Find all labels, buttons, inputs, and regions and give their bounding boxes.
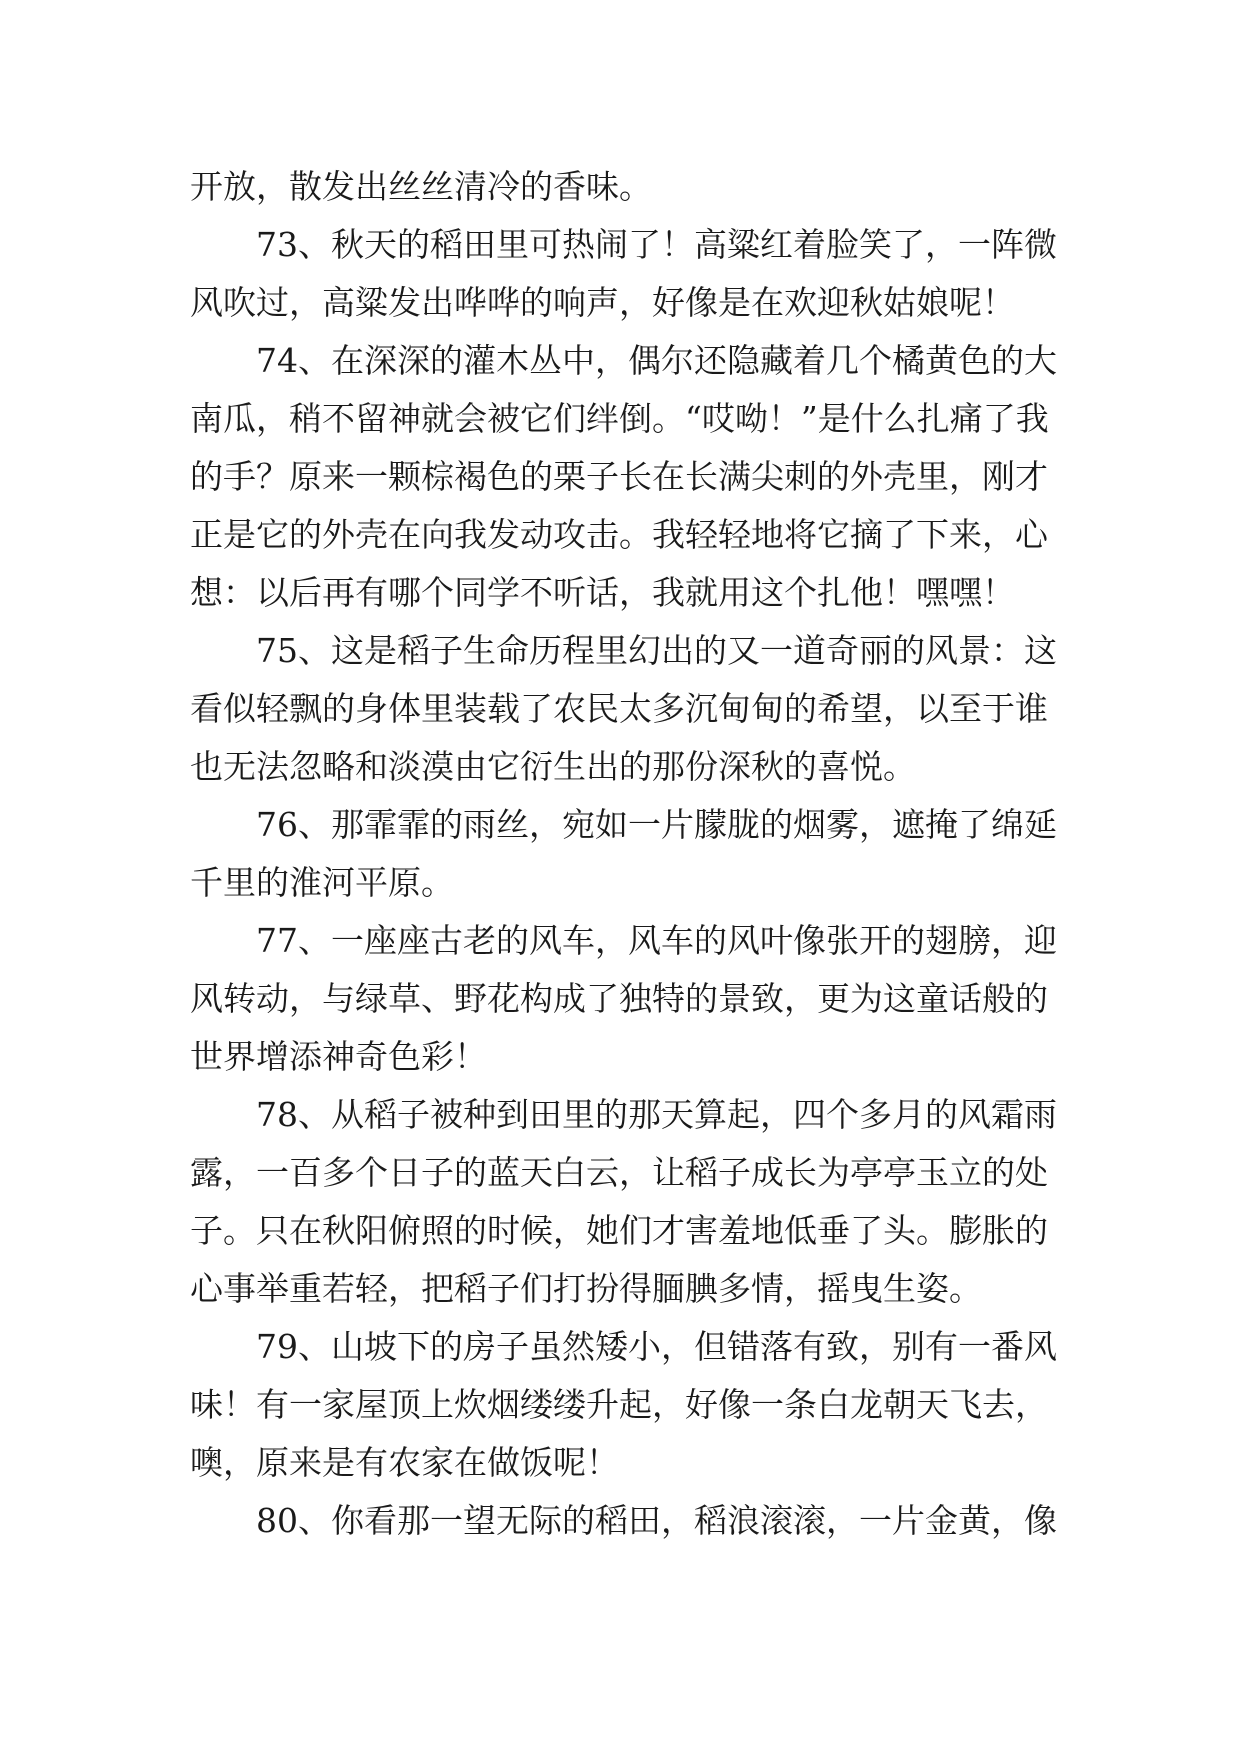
text-line: 74、在深深的灌木丛中，偶尔还隐藏着几个橘黄色的大 bbox=[256, 341, 1057, 380]
text-line: 73、秋天的稻田里可热闹了！高粱红着脸笑了，一阵微 bbox=[256, 225, 1057, 264]
text-line: 80、你看那一望无际的稻田，稻浪滚滚，一片金黄，像 bbox=[256, 1501, 1057, 1540]
text-line: 开放，散发出丝丝清冷的香味。 bbox=[190, 167, 652, 206]
text-line: 世界增添神奇色彩！ bbox=[190, 1037, 487, 1076]
text-line: 76、那霏霏的雨丝，宛如一片朦胧的烟雾，遮掩了绵延 bbox=[256, 805, 1057, 844]
text-line: 79、山坡下的房子虽然矮小，但错落有致，别有一番风 bbox=[256, 1327, 1057, 1366]
text-line: 风吹过，高粱发出哗哗的响声，好像是在欢迎秋姑娘呢！ bbox=[190, 283, 1015, 322]
paragraph-76 bbox=[190, 796, 1057, 912]
paragraph-73 bbox=[190, 216, 1057, 332]
paragraph-77 bbox=[190, 912, 1057, 1086]
text-line: 想：以后再有哪个同学不听话，我就用这个扎他！嘿嘿！ bbox=[190, 573, 1015, 612]
text-line: 看似轻飘的身体里装载了农民太多沉甸甸的希望，以至于谁 bbox=[190, 689, 1048, 728]
paragraph-80 bbox=[190, 1492, 1057, 1550]
text-line: 正是它的外壳在向我发动攻击。我轻轻地将它摘了下来，心 bbox=[190, 515, 1048, 554]
text-line: 南瓜，稍不留神就会被它们绊倒。“哎呦！”是什么扎痛了我 bbox=[190, 399, 1049, 438]
text-line: 露，一百多个日子的蓝天白云，让稻子成长为亭亭玉立的处 bbox=[190, 1153, 1048, 1192]
text-line: 风转动，与绿草、野花构成了独特的景致，更为这童话般的 bbox=[190, 979, 1048, 1018]
document-body bbox=[190, 158, 1057, 1550]
paragraph-continuation bbox=[190, 158, 1050, 216]
text-line: 味！有一家屋顶上炊烟缕缕升起，好像一条白龙朝天飞去， bbox=[190, 1385, 1048, 1424]
paragraph-74 bbox=[190, 332, 1057, 622]
text-line: 77、一座座古老的风车，风车的风叶像张开的翅膀，迎 bbox=[256, 921, 1057, 960]
paragraph-78 bbox=[190, 1086, 1057, 1318]
text-line: 千里的淮河平原。 bbox=[190, 863, 454, 902]
text-line: 78、从稻子被种到田里的那天算起，四个多月的风霜雨 bbox=[256, 1095, 1057, 1134]
text-line: 噢，原来是有农家在做饭呢！ bbox=[190, 1443, 619, 1482]
text-line: 75、这是稻子生命历程里幻出的又一道奇丽的风景：这 bbox=[256, 631, 1057, 670]
text-line: 的手？原来一颗棕褐色的栗子长在长满尖刺的外壳里，刚才 bbox=[190, 457, 1048, 496]
paragraph-75 bbox=[190, 622, 1057, 796]
text-line: 子。只在秋阳俯照的时候，她们才害羞地低垂了头。膨胀的 bbox=[190, 1211, 1048, 1250]
text-line: 也无法忽略和淡漠由它衍生出的那份深秋的喜悦。 bbox=[190, 747, 916, 786]
paragraph-79 bbox=[190, 1318, 1057, 1492]
text-line: 心事举重若轻，把稻子们打扮得腼腆多情，摇曳生姿。 bbox=[190, 1269, 982, 1308]
